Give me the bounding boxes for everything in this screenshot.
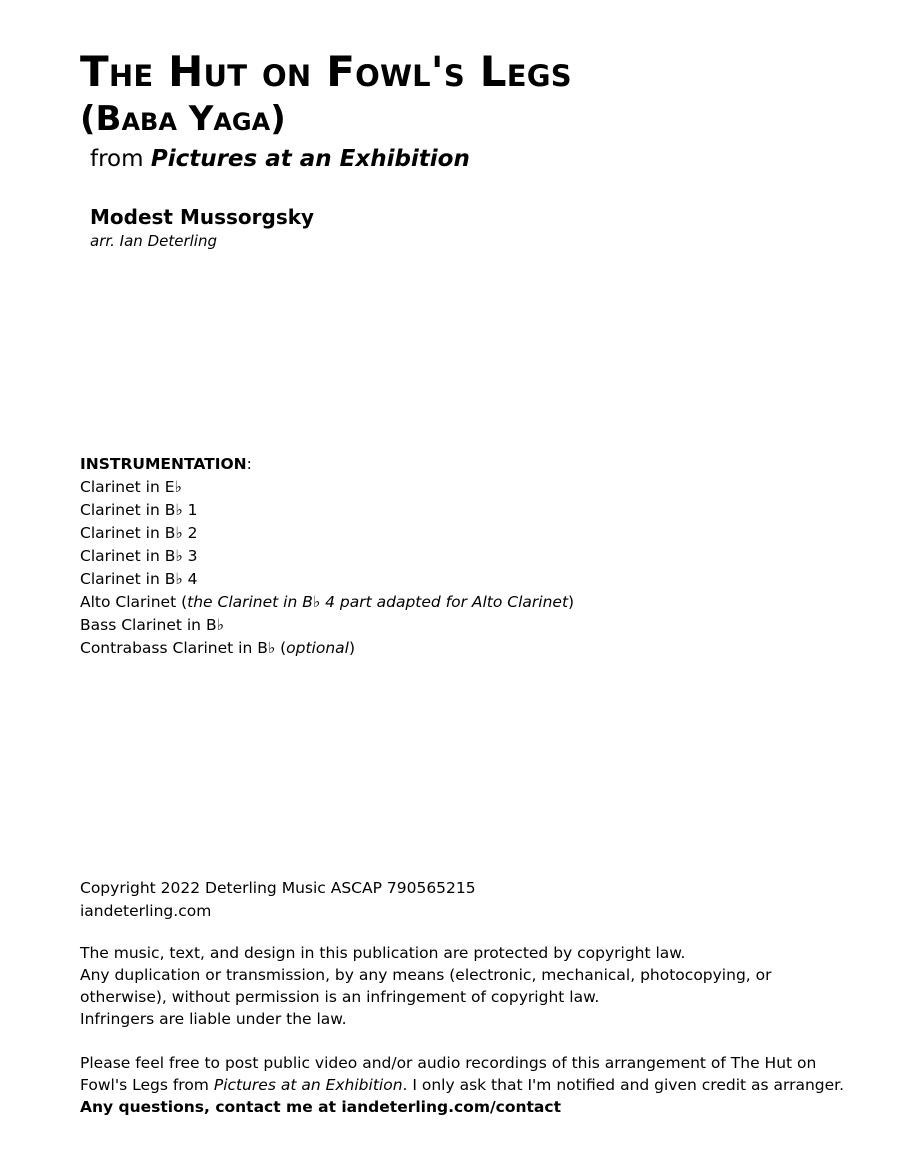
legal-line: Any duplication or transmission, by any means (electronic, mechanical, photocopying, or bbox=[80, 966, 772, 984]
instrument-item bbox=[80, 614, 574, 637]
instrument-name: Clarinet in B♭ 2 bbox=[80, 524, 198, 542]
contact-line: Any questions, contact me at iandeterling.com/contact bbox=[80, 1098, 561, 1116]
instrument-name: Clarinet in E♭ bbox=[80, 478, 182, 496]
instrument-item bbox=[80, 591, 574, 614]
legal-line: otherwise), without permission is an infringement of copyright law. bbox=[80, 988, 600, 1006]
legal-notice bbox=[80, 942, 780, 1030]
permission-line: Please feel free to post public video and/or audio recordings of this arrangement of The Hut on bbox=[80, 1054, 817, 1072]
page-subtitle: (Baba Yaga) bbox=[80, 99, 286, 139]
instrument-name: Bass Clarinet in B♭ bbox=[80, 616, 224, 634]
arranger-credit: arr. Ian Deterling bbox=[90, 232, 217, 250]
instrument-list bbox=[80, 476, 574, 660]
instrument-item bbox=[80, 522, 574, 545]
source-work-line bbox=[90, 144, 470, 174]
instrument-note-open: ( bbox=[280, 639, 287, 657]
instrument-note-close: ) bbox=[568, 593, 575, 611]
recording-permission bbox=[80, 1052, 845, 1118]
permission-work-title: Pictures at an Exhibition bbox=[213, 1076, 403, 1094]
instrument-item bbox=[80, 499, 574, 522]
instrument-note: optional bbox=[286, 639, 349, 657]
legal-line: The music, text, and design in this publication are protected by copyright law. bbox=[80, 944, 686, 962]
source-work-title: Pictures at an Exhibition bbox=[150, 146, 470, 172]
instrument-item bbox=[80, 568, 574, 591]
composer-name: Modest Mussorgsky bbox=[90, 205, 315, 229]
instrument-name: Clarinet in B♭ 1 bbox=[80, 501, 198, 519]
permission-line bbox=[80, 1074, 845, 1096]
instrument-note: the Clarinet in B♭ 4 part adapted for Alto Clarinet bbox=[187, 593, 569, 611]
instrumentation-heading-line bbox=[80, 453, 574, 476]
instrument-name: Clarinet in B♭ 3 bbox=[80, 547, 198, 565]
instrumentation-heading-suffix: : bbox=[246, 455, 252, 473]
copyright-line: Copyright 2022 Deterling Music ASCAP 790565215 bbox=[80, 879, 476, 897]
website-text: iandeterling.com bbox=[80, 902, 212, 920]
from-prefix: from bbox=[90, 146, 151, 172]
permission-suffix: . I only ask that I'm notified and given credit as arranger. bbox=[402, 1076, 845, 1094]
page-title: The Hut on Fowl's Legs bbox=[80, 47, 572, 96]
instrument-item bbox=[80, 637, 574, 660]
permission-prefix: Fowl's Legs from bbox=[80, 1076, 214, 1094]
instrumentation-heading: INSTRUMENTATION bbox=[80, 455, 247, 473]
instrument-name: Contrabass Clarinet in B♭ bbox=[80, 639, 281, 657]
instrument-item bbox=[80, 545, 574, 568]
instrumentation-section bbox=[80, 453, 574, 660]
instrument-note-open: ( bbox=[181, 593, 188, 611]
instrument-name: Alto Clarinet bbox=[80, 593, 182, 611]
instrument-name: Clarinet in B♭ 4 bbox=[80, 570, 198, 588]
instrument-note-close: ) bbox=[348, 639, 356, 657]
copyright-block bbox=[80, 877, 476, 923]
instrument-item bbox=[80, 476, 574, 499]
legal-line: Infringers are liable under the law. bbox=[80, 1010, 347, 1028]
